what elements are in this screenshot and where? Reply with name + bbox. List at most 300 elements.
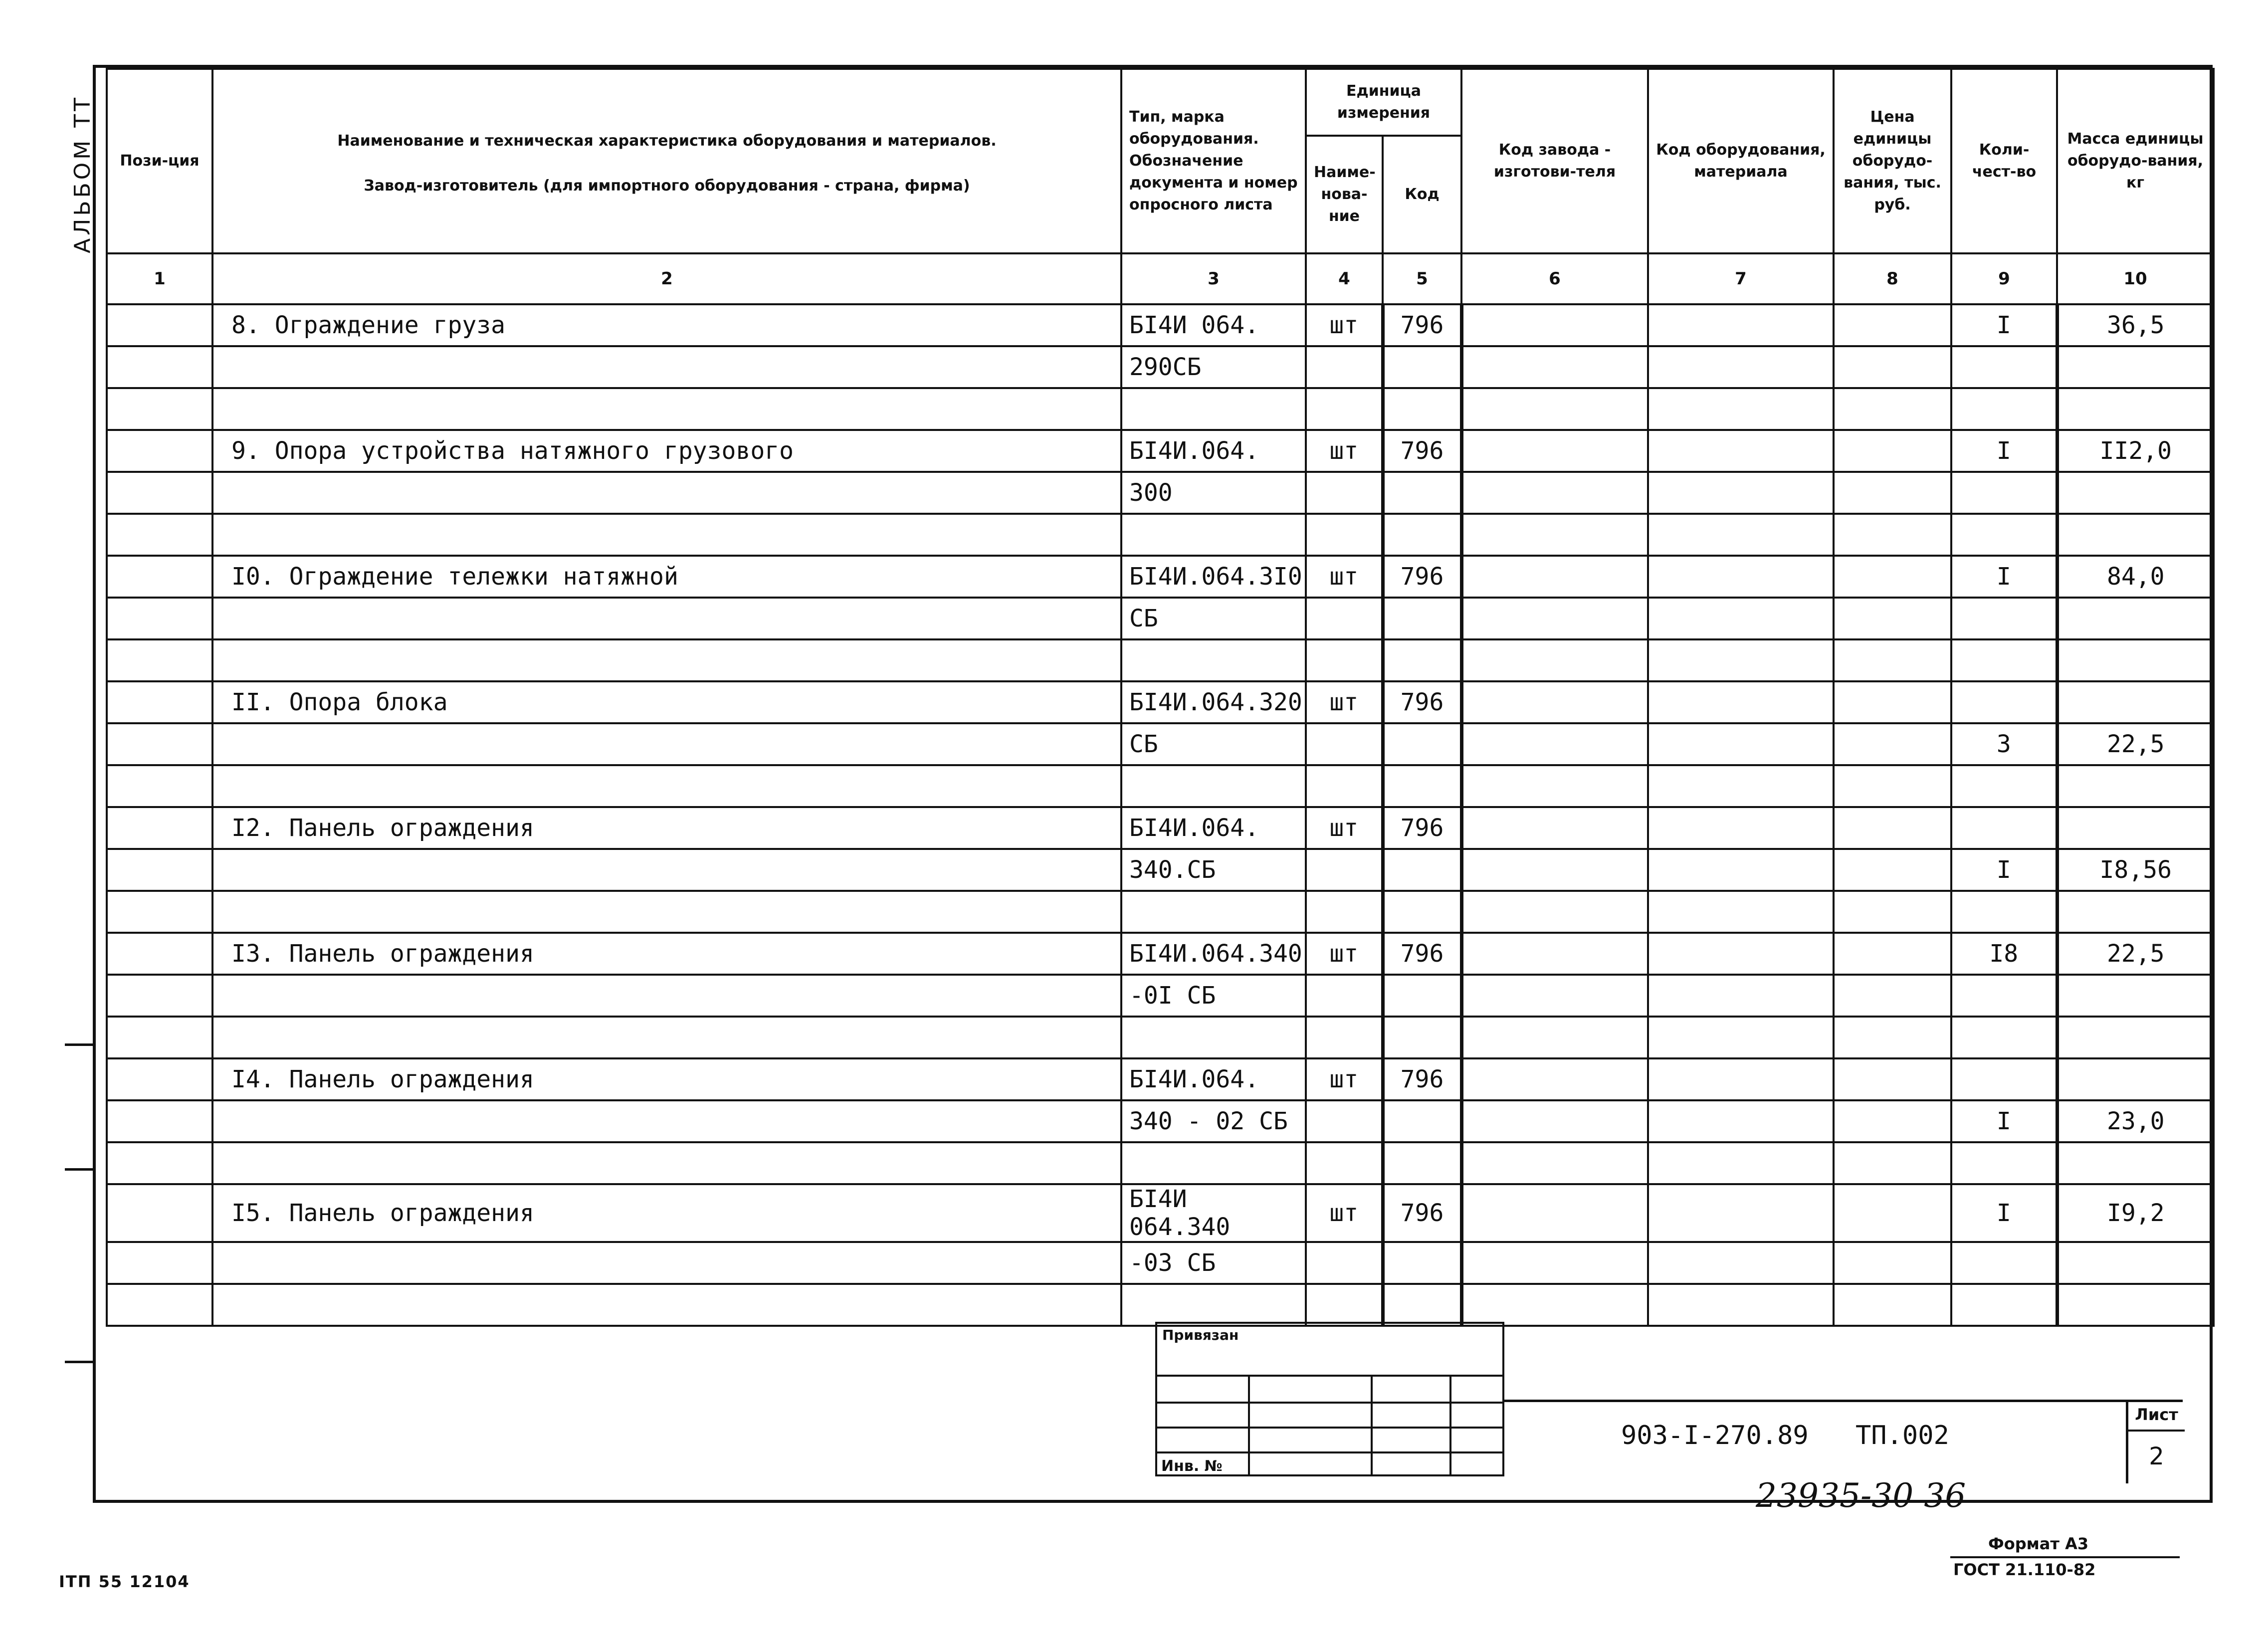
row-unit-cell bbox=[1306, 598, 1383, 639]
column-number: 2 bbox=[212, 253, 1121, 304]
row-unit-cell bbox=[1306, 723, 1383, 765]
header-name-line1: Наименование и техническая характеристика оборудования и материалов. bbox=[337, 132, 997, 150]
row-code-cell bbox=[1383, 765, 1461, 807]
sheet-number: 2 bbox=[2149, 1443, 2164, 1470]
row-mass-cell: 22,5 bbox=[2057, 933, 2214, 975]
row-position-cell bbox=[107, 1142, 212, 1184]
row-position-cell bbox=[107, 388, 212, 430]
row-position-cell bbox=[107, 891, 212, 933]
table-row bbox=[107, 346, 2214, 388]
column-number: 9 bbox=[1951, 253, 2057, 304]
column-number: 4 bbox=[1306, 253, 1383, 304]
row-type-cell: 290СБ bbox=[1121, 346, 1306, 388]
row-mass-cell bbox=[2057, 1017, 2214, 1058]
row-type-cell: 300 bbox=[1121, 472, 1306, 514]
table-row bbox=[107, 304, 2214, 346]
row-position-cell bbox=[107, 1184, 212, 1242]
row-type-cell bbox=[1121, 388, 1306, 430]
row-equipment-code-cell bbox=[1648, 1284, 1834, 1326]
row-equipment-code-cell bbox=[1648, 1142, 1834, 1184]
row-plant-code-cell bbox=[1461, 933, 1648, 975]
row-code-cell bbox=[1383, 1284, 1461, 1326]
row-type-cell: -0I СБ bbox=[1121, 975, 1306, 1017]
row-mass-cell bbox=[2057, 891, 2214, 933]
row-type-cell: 340 - 02 СБ bbox=[1121, 1100, 1306, 1142]
itp-label: ІТП 55 12104 bbox=[59, 1572, 190, 1591]
document-part: ТП.002 bbox=[1856, 1421, 1949, 1450]
row-price-cell bbox=[1834, 430, 1951, 472]
row-position-cell bbox=[107, 1100, 212, 1142]
sheet-number-box bbox=[2126, 1400, 2185, 1483]
row-price-cell bbox=[1834, 681, 1951, 723]
stamp-line bbox=[1155, 1451, 1504, 1453]
row-equipment-code-cell bbox=[1648, 807, 1834, 849]
row-mass-cell: 36,5 bbox=[2057, 304, 2214, 346]
row-unit-cell: шт bbox=[1306, 1184, 1383, 1242]
table-row bbox=[107, 1242, 2214, 1284]
row-unit-cell: шт bbox=[1306, 1058, 1383, 1100]
row-unit-cell bbox=[1306, 472, 1383, 514]
table-row bbox=[107, 1142, 2214, 1184]
table-row bbox=[107, 1184, 2214, 1242]
row-price-cell bbox=[1834, 933, 1951, 975]
row-mass-cell bbox=[2057, 346, 2214, 388]
row-code-cell bbox=[1383, 1100, 1461, 1142]
row-quantity-cell: I bbox=[1951, 1184, 2057, 1242]
row-code-cell bbox=[1383, 639, 1461, 681]
row-equipment-code-cell bbox=[1648, 472, 1834, 514]
row-mass-cell bbox=[2057, 1058, 2214, 1100]
row-plant-code-cell bbox=[1461, 346, 1648, 388]
row-code-cell bbox=[1383, 849, 1461, 891]
row-equipment-code-cell bbox=[1648, 681, 1834, 723]
header-name bbox=[212, 69, 1121, 253]
column-number: 5 bbox=[1383, 253, 1461, 304]
row-plant-code-cell bbox=[1461, 598, 1648, 639]
row-position-cell bbox=[107, 933, 212, 975]
row-price-cell bbox=[1834, 1284, 1951, 1326]
row-mass-cell bbox=[2057, 681, 2214, 723]
row-quantity-cell bbox=[1951, 346, 2057, 388]
row-equipment-code-cell bbox=[1648, 1017, 1834, 1058]
gost-line bbox=[1950, 1556, 2180, 1558]
row-price-cell bbox=[1834, 1242, 1951, 1284]
row-name-cell: I3. Панель ограждения bbox=[212, 933, 1121, 975]
row-name-cell bbox=[212, 598, 1121, 639]
row-name-cell bbox=[212, 975, 1121, 1017]
row-equipment-code-cell bbox=[1648, 1242, 1834, 1284]
row-position-cell bbox=[107, 1058, 212, 1100]
table-row bbox=[107, 891, 2214, 933]
column-number: 6 bbox=[1461, 253, 1648, 304]
stamp-line bbox=[1155, 1427, 1504, 1429]
row-mass-cell bbox=[2057, 388, 2214, 430]
row-type-cell bbox=[1121, 765, 1306, 807]
row-plant-code-cell bbox=[1461, 639, 1648, 681]
row-name-cell: 8. Ограждение груза bbox=[212, 304, 1121, 346]
table-row bbox=[107, 765, 2214, 807]
row-type-cell: БI4И.064.340 bbox=[1121, 933, 1306, 975]
row-code-cell bbox=[1383, 1017, 1461, 1058]
stamp-line bbox=[1502, 1377, 1504, 1476]
margin-tick bbox=[65, 1361, 93, 1363]
row-name-cell bbox=[212, 1284, 1121, 1326]
row-code-cell: 796 bbox=[1383, 807, 1461, 849]
row-code-cell bbox=[1383, 598, 1461, 639]
row-code-cell: 796 bbox=[1383, 1184, 1461, 1242]
row-type-cell: БI4И.064.3I0 bbox=[1121, 556, 1306, 598]
row-unit-cell: шт bbox=[1306, 430, 1383, 472]
row-plant-code-cell bbox=[1461, 1284, 1648, 1326]
row-name-cell bbox=[212, 388, 1121, 430]
row-equipment-code-cell bbox=[1648, 304, 1834, 346]
row-unit-cell bbox=[1306, 891, 1383, 933]
row-name-cell bbox=[212, 639, 1121, 681]
row-mass-cell bbox=[2057, 765, 2214, 807]
row-code-cell bbox=[1383, 975, 1461, 1017]
row-code-cell bbox=[1383, 346, 1461, 388]
margin-tick bbox=[65, 1168, 93, 1171]
row-unit-cell bbox=[1306, 765, 1383, 807]
row-position-cell bbox=[107, 346, 212, 388]
row-code-cell bbox=[1383, 388, 1461, 430]
table-row bbox=[107, 430, 2214, 472]
row-quantity-cell bbox=[1951, 1284, 2057, 1326]
row-equipment-code-cell bbox=[1648, 346, 1834, 388]
row-price-cell bbox=[1834, 1017, 1951, 1058]
stamp-line bbox=[1449, 1377, 1451, 1476]
table-row bbox=[107, 388, 2214, 430]
row-equipment-code-cell bbox=[1648, 1100, 1834, 1142]
row-quantity-cell bbox=[1951, 514, 2057, 556]
row-code-cell: 796 bbox=[1383, 1058, 1461, 1100]
row-position-cell bbox=[107, 975, 212, 1017]
table-row bbox=[107, 975, 2214, 1017]
table-row bbox=[107, 598, 2214, 639]
row-name-cell bbox=[212, 723, 1121, 765]
header-name-line2: Завод-изготовитель (для импортного оборудования - страна, фирма) bbox=[364, 177, 970, 195]
row-unit-cell bbox=[1306, 1100, 1383, 1142]
row-position-cell bbox=[107, 765, 212, 807]
row-type-cell: -03 СБ bbox=[1121, 1242, 1306, 1284]
table-row bbox=[107, 681, 2214, 723]
table-row bbox=[107, 1017, 2214, 1058]
row-quantity-cell bbox=[1951, 975, 2057, 1017]
row-mass-cell bbox=[2057, 598, 2214, 639]
row-type-cell: 340.СБ bbox=[1121, 849, 1306, 891]
row-code-cell bbox=[1383, 514, 1461, 556]
row-equipment-code-cell bbox=[1648, 933, 1834, 975]
row-name-cell bbox=[212, 346, 1121, 388]
row-type-cell bbox=[1121, 639, 1306, 681]
row-unit-cell bbox=[1306, 514, 1383, 556]
row-unit-cell bbox=[1306, 639, 1383, 681]
row-code-cell bbox=[1383, 472, 1461, 514]
row-equipment-code-cell bbox=[1648, 514, 1834, 556]
inventory-number: 23935-30 36 bbox=[1756, 1476, 1966, 1515]
row-code-cell bbox=[1383, 1142, 1461, 1184]
row-price-cell bbox=[1834, 556, 1951, 598]
header-unit-code: Код bbox=[1383, 136, 1461, 253]
header-price: Цена единицы оборудо-вания, тыс. руб. bbox=[1834, 69, 1951, 253]
row-name-cell: II. Опора блока bbox=[212, 681, 1121, 723]
row-position-cell bbox=[107, 681, 212, 723]
row-plant-code-cell bbox=[1461, 1100, 1648, 1142]
row-plant-code-cell bbox=[1461, 514, 1648, 556]
row-position-cell bbox=[107, 430, 212, 472]
column-number: 7 bbox=[1648, 253, 1834, 304]
stamp-inv-label: Инв. № bbox=[1161, 1457, 1223, 1475]
row-unit-cell: шт bbox=[1306, 556, 1383, 598]
row-position-cell bbox=[107, 849, 212, 891]
row-position-cell bbox=[107, 807, 212, 849]
row-quantity-cell bbox=[1951, 681, 2057, 723]
row-unit-cell: шт bbox=[1306, 304, 1383, 346]
row-price-cell bbox=[1834, 346, 1951, 388]
row-unit-cell bbox=[1306, 1242, 1383, 1284]
header-equipment-code: Код оборудования, материала bbox=[1648, 69, 1834, 253]
row-quantity-cell: I bbox=[1951, 849, 2057, 891]
row-name-cell bbox=[212, 765, 1121, 807]
row-unit-cell bbox=[1306, 849, 1383, 891]
row-mass-cell bbox=[2057, 1284, 2214, 1326]
header-position: Пози-ция bbox=[107, 69, 212, 253]
row-equipment-code-cell bbox=[1648, 849, 1834, 891]
row-plant-code-cell bbox=[1461, 556, 1648, 598]
row-plant-code-cell bbox=[1461, 681, 1648, 723]
row-plant-code-cell bbox=[1461, 388, 1648, 430]
row-equipment-code-cell bbox=[1648, 891, 1834, 933]
row-plant-code-cell bbox=[1461, 1017, 1648, 1058]
row-unit-cell bbox=[1306, 388, 1383, 430]
row-position-cell bbox=[107, 1242, 212, 1284]
row-mass-cell bbox=[2057, 472, 2214, 514]
table-row bbox=[107, 933, 2214, 975]
header-unit: Единица измерения bbox=[1306, 69, 1461, 136]
row-name-cell: I2. Панель ограждения bbox=[212, 807, 1121, 849]
row-quantity-cell bbox=[1951, 598, 2057, 639]
row-mass-cell: II2,0 bbox=[2057, 430, 2214, 472]
row-quantity-cell: I bbox=[1951, 430, 2057, 472]
row-code-cell: 796 bbox=[1383, 556, 1461, 598]
row-mass-cell bbox=[2057, 807, 2214, 849]
row-quantity-cell: I bbox=[1951, 1100, 2057, 1142]
row-price-cell bbox=[1834, 1058, 1951, 1100]
format-label: Формат А3 bbox=[1988, 1534, 2089, 1553]
row-position-cell bbox=[107, 723, 212, 765]
row-position-cell bbox=[107, 514, 212, 556]
row-code-cell: 796 bbox=[1383, 430, 1461, 472]
row-plant-code-cell bbox=[1461, 891, 1648, 933]
row-position-cell bbox=[107, 1284, 212, 1326]
table-row bbox=[107, 514, 2214, 556]
row-unit-cell bbox=[1306, 1284, 1383, 1326]
row-name-cell: I0. Ограждение тележки натяжной bbox=[212, 556, 1121, 598]
row-type-cell: БI4И.064.320 bbox=[1121, 681, 1306, 723]
row-mass-cell bbox=[2057, 514, 2214, 556]
row-mass-cell: I9,2 bbox=[2057, 1184, 2214, 1242]
margin-tick bbox=[65, 1043, 93, 1046]
row-price-cell bbox=[1834, 388, 1951, 430]
row-name-cell bbox=[212, 1100, 1121, 1142]
row-quantity-cell: I8 bbox=[1951, 933, 2057, 975]
row-quantity-cell bbox=[1951, 807, 2057, 849]
row-code-cell bbox=[1383, 723, 1461, 765]
row-price-cell bbox=[1834, 807, 1951, 849]
row-quantity-cell bbox=[1951, 1017, 2057, 1058]
stamp-line bbox=[1248, 1377, 1250, 1476]
table-row bbox=[107, 1100, 2214, 1142]
row-type-cell bbox=[1121, 514, 1306, 556]
row-price-cell bbox=[1834, 765, 1951, 807]
row-name-cell bbox=[212, 1017, 1121, 1058]
row-plant-code-cell bbox=[1461, 765, 1648, 807]
table-row bbox=[107, 849, 2214, 891]
title-block-line bbox=[1504, 1400, 2183, 1402]
row-equipment-code-cell bbox=[1648, 556, 1834, 598]
row-name-cell bbox=[212, 1142, 1121, 1184]
row-price-cell bbox=[1834, 1100, 1951, 1142]
stamp-bound-label: Привязан bbox=[1162, 1327, 1239, 1343]
row-plant-code-cell bbox=[1461, 807, 1648, 849]
stamp-grid bbox=[1155, 1377, 1504, 1476]
row-quantity-cell bbox=[1951, 891, 2057, 933]
row-type-cell: СБ bbox=[1121, 723, 1306, 765]
row-equipment-code-cell bbox=[1648, 598, 1834, 639]
row-position-cell bbox=[107, 304, 212, 346]
row-price-cell bbox=[1834, 723, 1951, 765]
table-row bbox=[107, 1058, 2214, 1100]
stamp-bound-cell bbox=[1155, 1322, 1504, 1377]
row-name-cell: I4. Панель ограждения bbox=[212, 1058, 1121, 1100]
row-equipment-code-cell bbox=[1648, 430, 1834, 472]
column-number: 10 bbox=[2057, 253, 2214, 304]
row-name-cell bbox=[212, 472, 1121, 514]
row-plant-code-cell bbox=[1461, 430, 1648, 472]
row-quantity-cell bbox=[1951, 1058, 2057, 1100]
header-plant-code: Код завода - изготови-теля bbox=[1461, 69, 1648, 253]
row-code-cell bbox=[1383, 1242, 1461, 1284]
row-position-cell bbox=[107, 472, 212, 514]
row-unit-cell bbox=[1306, 1017, 1383, 1058]
row-mass-cell: 84,0 bbox=[2057, 556, 2214, 598]
row-code-cell: 796 bbox=[1383, 681, 1461, 723]
row-name-cell bbox=[212, 514, 1121, 556]
row-equipment-code-cell bbox=[1648, 723, 1834, 765]
row-name-cell bbox=[212, 849, 1121, 891]
row-position-cell bbox=[107, 1017, 212, 1058]
row-quantity-cell bbox=[1951, 1242, 2057, 1284]
row-plant-code-cell bbox=[1461, 723, 1648, 765]
row-quantity-cell bbox=[1951, 639, 2057, 681]
row-mass-cell bbox=[2057, 639, 2214, 681]
header-type: Тип, марка оборудования. Обозначение документа и номер опросного листа bbox=[1121, 69, 1306, 253]
row-price-cell bbox=[1834, 849, 1951, 891]
row-plant-code-cell bbox=[1461, 1184, 1648, 1242]
row-quantity-cell: 3 bbox=[1951, 723, 2057, 765]
stamp-line bbox=[1155, 1402, 1504, 1404]
row-code-cell: 796 bbox=[1383, 304, 1461, 346]
row-equipment-code-cell bbox=[1648, 1058, 1834, 1100]
header-row bbox=[107, 69, 2214, 136]
column-number: 1 bbox=[107, 253, 212, 304]
row-price-cell bbox=[1834, 304, 1951, 346]
row-quantity-cell bbox=[1951, 388, 2057, 430]
row-unit-cell bbox=[1306, 1142, 1383, 1184]
row-plant-code-cell bbox=[1461, 1058, 1648, 1100]
row-quantity-cell bbox=[1951, 472, 2057, 514]
row-plant-code-cell bbox=[1461, 1142, 1648, 1184]
row-equipment-code-cell bbox=[1648, 639, 1834, 681]
row-mass-cell: 22,5 bbox=[2057, 723, 2214, 765]
row-unit-cell bbox=[1306, 975, 1383, 1017]
row-plant-code-cell bbox=[1461, 472, 1648, 514]
row-price-cell bbox=[1834, 891, 1951, 933]
row-mass-cell bbox=[2057, 1242, 2214, 1284]
row-type-cell: БI4И.064. bbox=[1121, 430, 1306, 472]
document-code: 903-I-270.89 bbox=[1621, 1421, 1809, 1450]
row-position-cell bbox=[107, 556, 212, 598]
row-plant-code-cell bbox=[1461, 304, 1648, 346]
row-type-cell: БI4И 064. bbox=[1121, 304, 1306, 346]
row-name-cell: I5. Панель ограждения bbox=[212, 1184, 1121, 1242]
gost-label: ГОСТ 21.110-82 bbox=[1953, 1560, 2096, 1579]
table-row bbox=[107, 556, 2214, 598]
row-mass-cell bbox=[2057, 975, 2214, 1017]
row-type-cell: БI4И 064.340 bbox=[1121, 1184, 1306, 1242]
binding-stamp bbox=[1155, 1322, 1504, 1476]
row-equipment-code-cell bbox=[1648, 1184, 1834, 1242]
row-quantity-cell bbox=[1951, 1142, 2057, 1184]
row-type-cell bbox=[1121, 891, 1306, 933]
row-unit-cell: шт bbox=[1306, 807, 1383, 849]
row-position-cell bbox=[107, 598, 212, 639]
row-position-cell bbox=[107, 639, 212, 681]
row-name-cell bbox=[212, 1242, 1121, 1284]
table-row bbox=[107, 639, 2214, 681]
table-row bbox=[107, 807, 2214, 849]
header-unit-name: Наиме-нова-ние bbox=[1306, 136, 1383, 253]
album-label: АЛЬБОМ ТТ bbox=[70, 95, 95, 253]
row-unit-cell: шт bbox=[1306, 933, 1383, 975]
row-plant-code-cell bbox=[1461, 849, 1648, 891]
table-row bbox=[107, 1284, 2214, 1326]
row-price-cell bbox=[1834, 1184, 1951, 1242]
header-quantity: Коли-чест-во bbox=[1951, 69, 2057, 253]
specification-table bbox=[106, 68, 2215, 1327]
row-code-cell bbox=[1383, 891, 1461, 933]
row-equipment-code-cell bbox=[1648, 388, 1834, 430]
column-number: 3 bbox=[1121, 253, 1306, 304]
stamp-line bbox=[1155, 1377, 1157, 1476]
row-type-cell: СБ bbox=[1121, 598, 1306, 639]
row-mass-cell: I8,56 bbox=[2057, 849, 2214, 891]
row-type-cell bbox=[1121, 1142, 1306, 1184]
column-number-row bbox=[107, 253, 2214, 304]
row-name-cell bbox=[212, 891, 1121, 933]
row-quantity-cell bbox=[1951, 765, 2057, 807]
row-unit-cell: шт bbox=[1306, 681, 1383, 723]
row-quantity-cell: I bbox=[1951, 304, 2057, 346]
row-plant-code-cell bbox=[1461, 1242, 1648, 1284]
row-unit-cell bbox=[1306, 346, 1383, 388]
header-mass: Масса единицы оборудо-вания, кг bbox=[2057, 69, 2214, 253]
row-price-cell bbox=[1834, 472, 1951, 514]
row-price-cell bbox=[1834, 598, 1951, 639]
row-code-cell: 796 bbox=[1383, 933, 1461, 975]
stamp-line bbox=[1371, 1377, 1373, 1476]
row-price-cell bbox=[1834, 639, 1951, 681]
